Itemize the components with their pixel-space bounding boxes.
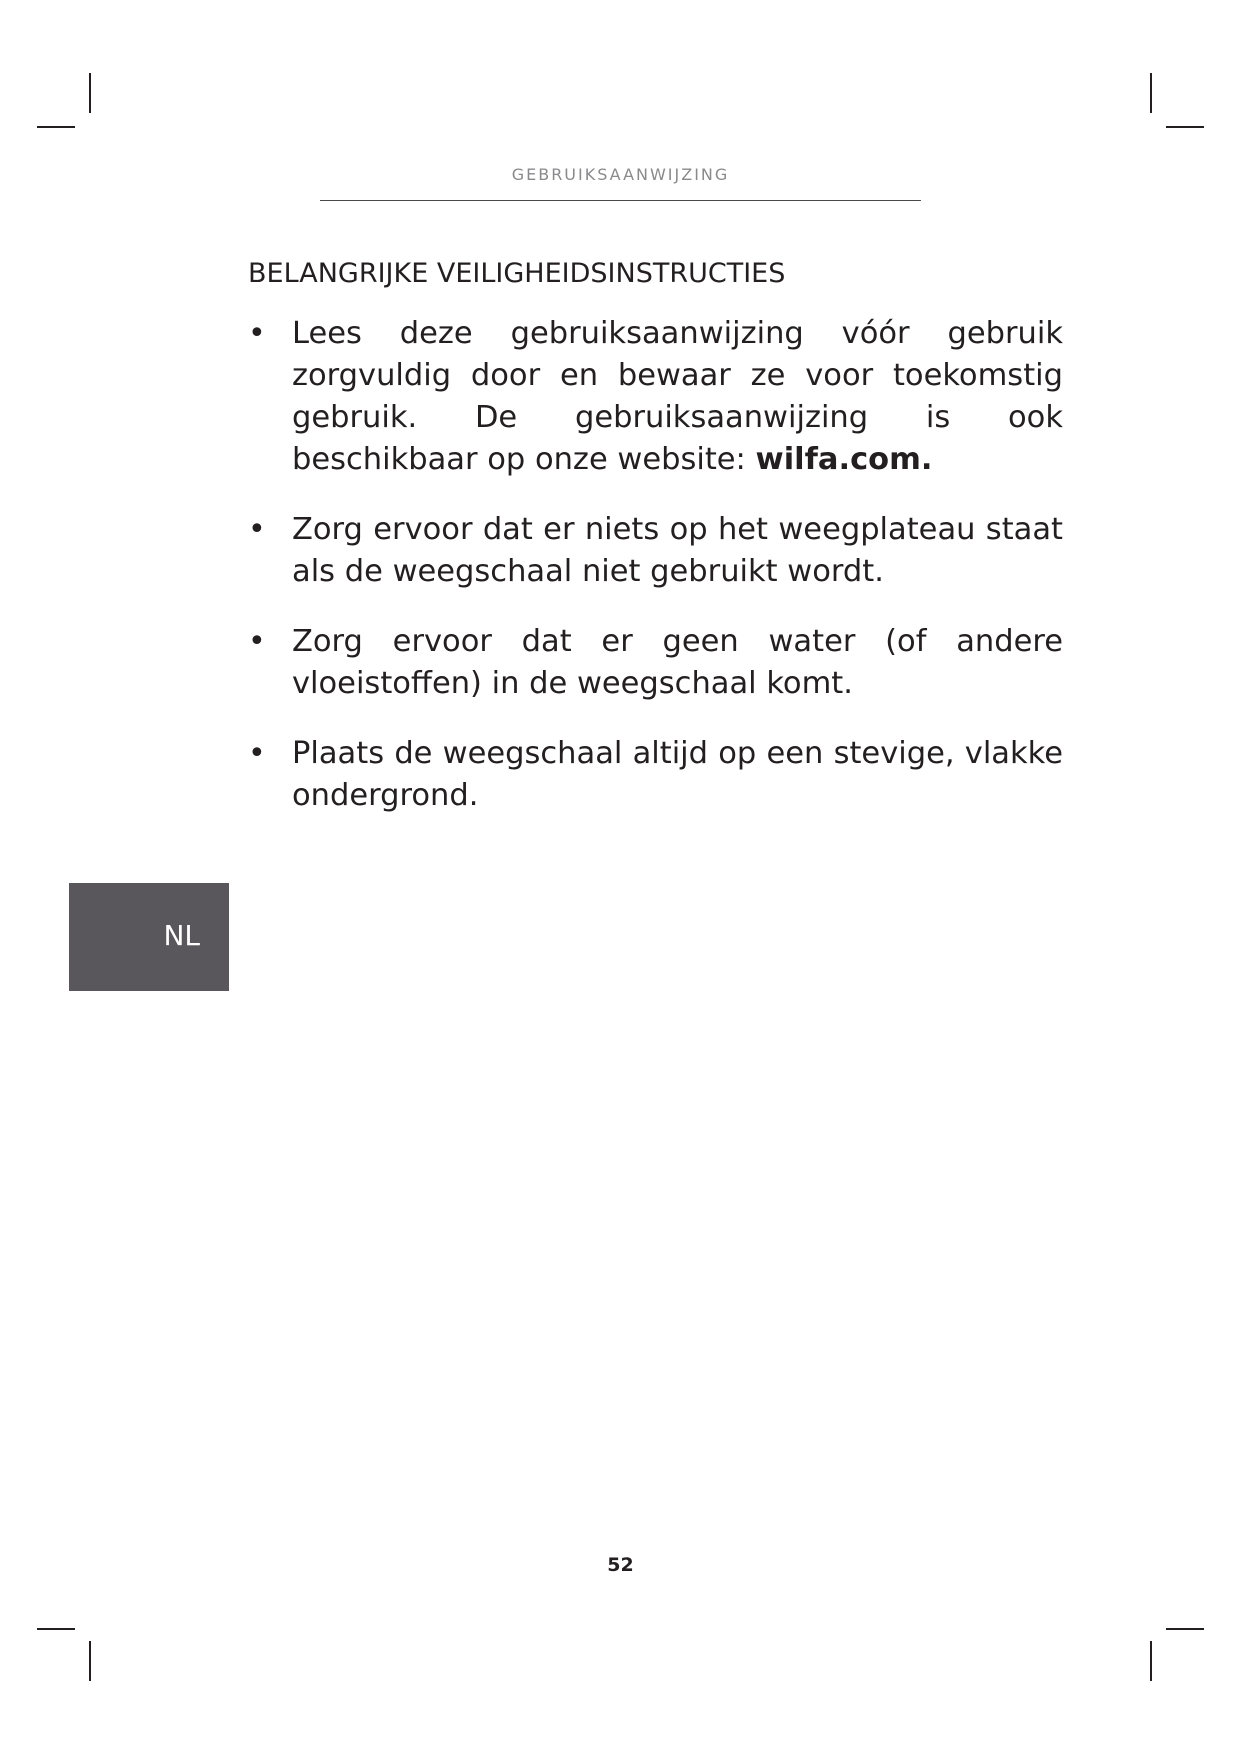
crop-mark-top-left-horizontal [37,126,75,128]
language-tab [69,883,229,991]
header-divider [320,200,921,201]
instruction-text: Plaats de weegschaal altijd op een stevige, vlakke ondergrond. [292,736,1063,813]
instruction-item [248,733,1063,817]
instruction-item [248,621,1063,705]
bullet-icon: • [248,624,266,659]
running-header: GEBRUIKSAANWIJZING [511,165,730,184]
crop-mark-top-right-horizontal [1166,126,1204,128]
bullet-icon: • [248,512,266,547]
instruction-text: Zorg ervoor dat er geen water (of andere vloeistoffen) in de weegschaal komt. [292,624,1063,701]
crop-mark-bottom-right-vertical [1150,1641,1152,1681]
safety-instructions-list [248,313,1063,817]
crop-mark-bottom-right-horizontal [1166,1628,1204,1630]
crop-mark-bottom-left-horizontal [37,1628,75,1630]
crop-mark-top-left-vertical [89,73,91,113]
section-title: BELANGRIJKE VEILIGHEIDSINSTRUCTIES [248,258,786,289]
language-tab-label: NL [163,919,200,952]
instruction-item [248,313,1063,481]
instruction-item [248,509,1063,593]
crop-mark-top-right-vertical [1150,73,1152,113]
instruction-text: Lees deze gebruiksaanwijzing vóór gebruik zorgvuldig door en bewaar ze voor toekomstig gebruik. De gebruiksaanwijzing is ook beschikbaar op onze website: [292,316,1063,477]
website-link: wilfa.com. [755,442,933,477]
bullet-icon: • [248,316,266,351]
page-number: 52 [607,1554,634,1576]
instruction-text: Zorg ervoor dat er niets op het weegplateau staat als de weegschaal niet gebruikt wordt. [292,512,1063,589]
crop-mark-bottom-left-vertical [89,1641,91,1681]
bullet-icon: • [248,736,266,771]
